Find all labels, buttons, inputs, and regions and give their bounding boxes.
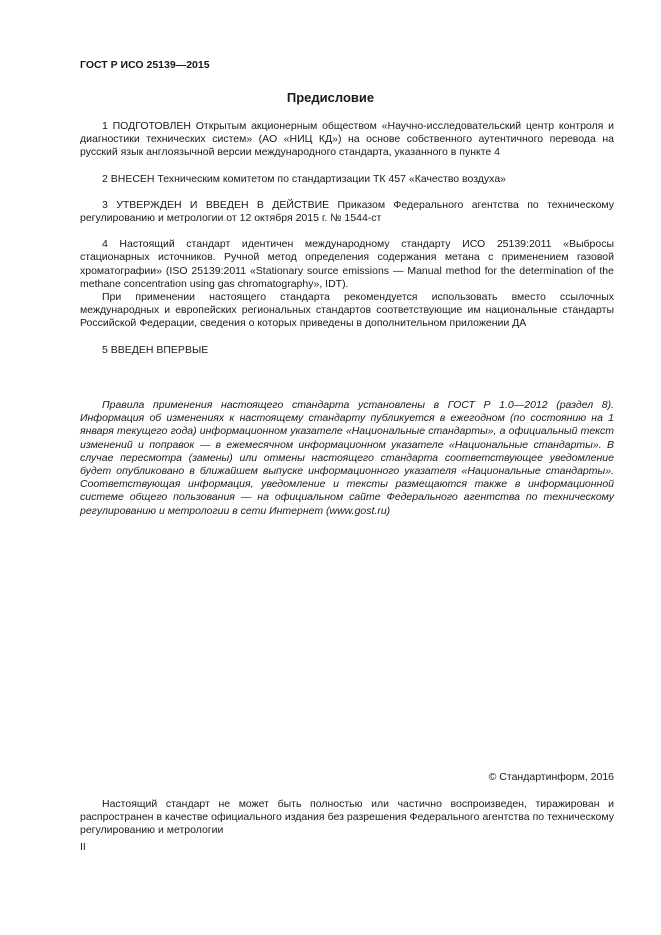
foreword-body bbox=[80, 120, 614, 357]
paragraph-application: При применении настоящего стандарта рекомендуется использовать вместо ссылочных международных и европейских региональных стандартов соответствующие им национальные стандарты Российской Федерации, сведения о которых приведены в дополнительном приложении ДА bbox=[80, 291, 614, 330]
paragraph-identical: 4 Настоящий стандарт идентичен международному стандарту ИСО 25139:2011 «Выбросы стационарных источников. Ручной метод определения содержания метана с применением газовой хроматографии» (ISO 25139:2011 «Stationary source emissions — Manual method for the determination of the methane concentration using gas chromatography», IDT). bbox=[80, 238, 614, 290]
rules-notice: Правила применения настоящего стандарта установлены в ГОСТ Р 1.0—2012 (раздел 8). Информация об изменениях к настоящему стандарту публикуется в ежегодном (по состоянию на 1 января текущего года) информационном указателе «Национальные стандарты», а официальный текст изменений и поправок — в ежемесячном информационном указателе «Национальные стандарты». В случае пересмотра (замены) или отмены настоящего стандарта соответствующее уведомление будет опубликовано в ближайшем выпуске информационного указателя «Национальные стандарты». Соответствующая информация, уведомление и тексты размещаются также в информационной системе общего пользования — на официальном сайте Федерального агентства по техническому регулированию и метрологии в сети Интернет (www.gost.ru) bbox=[80, 399, 614, 517]
copyright: © Стандартинформ, 2016 bbox=[488, 771, 614, 783]
page-title: Предисловие bbox=[286, 90, 375, 105]
paragraph-approved: 3 УТВЕРЖДЕН И ВВЕДЕН В ДЕЙСТВИЕ Приказом Федерального агентства по техническому регулированию и метрологии от 12 октября 2015 г. № 1544-ст bbox=[80, 198, 614, 225]
paragraph-first-introduced: 5 ВВЕДЕН ВПЕРВЫЕ bbox=[102, 343, 209, 356]
page-number: II bbox=[80, 841, 86, 853]
paragraph-prepared: 1 ПОДГОТОВЛЕН Открытым акционерным обществом «Научно-исследовательский центр контроля и диагностики технических систем» (АО «НИЦ КД») на основе собственного аутентичного перевода на русский язык англоязычной версии международного стандарта, указанного в пункте 4 bbox=[80, 120, 614, 159]
paragraph-introduced: 2 ВНЕСЕН Техническим комитетом по стандартизации ТК 457 «Качество воздуха» bbox=[102, 172, 506, 185]
document-code: ГОСТ Р ИСО 25139—2015 bbox=[80, 59, 210, 71]
rights-statement: Настоящий стандарт не может быть полностью или частично воспроизведен, тиражирован и распространен в качестве официального издания без разрешения Федерального агентства по техническому регулированию и метрологии bbox=[80, 798, 614, 837]
